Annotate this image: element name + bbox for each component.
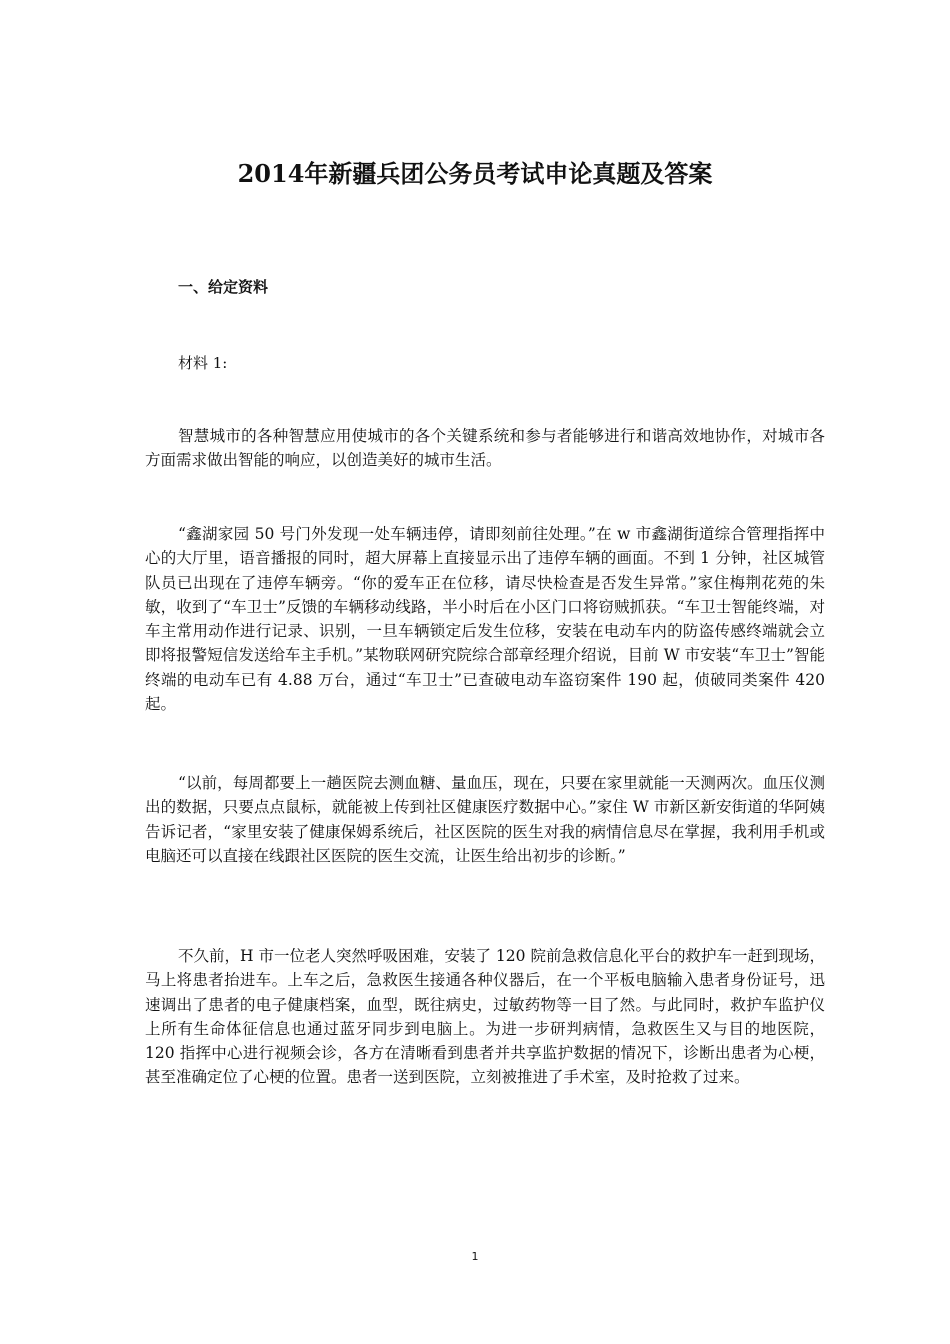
paragraph-health-nanny: “以前，每周都要上一趟医院去测血糖、量血压，现在，只要在家里就能一天测两次。血压仪测出的数据，只要点点鼠标，就能被上传到社区健康医疗数据中心。”家住 W 市新区新安街道的华阿姨告诉记者，“家里安装了健康保姆系统后，社区医院的医生对我的病情信息尽在掌握，我利用手机或电脑还可以直接在线跟社区医院的医生交流，让医生给出初步的诊断。”: [145, 774, 825, 865]
paragraph-intro: 智慧城市的各种智慧应用使城市的各个关键系统和参与者能够进行和谐高效地协作，对城市各方面需求做出智能的响应，以创造美好的城市生活。: [145, 427, 825, 470]
paragraph-emergency: 不久前，H 市一位老人突然呼吸困难，安装了 120 院前急救信息化平台的救护车一赶到现场，马上将患者抬进车。上车之后，急救医生接通各种仪器后，在一个平板电脑输入患者身份证号，迅速调出了患者的电子健康档案，血型，既往病史，过敏药物等一目了然。与此同时，救护车监护仪上所有生命体征信息也通过蓝牙同步到电脑上。为进一步研判病情，急救医生又与目的地医院，120 指挥中心进行视频会诊，各方在清晰看到患者并共享监护数据的情况下，诊断出患者为心梗，甚至准确定位了心梗的位置。患者一送到医院，立刻被推进了手术室，及时抢救了过来。: [145, 947, 825, 1087]
material-label: 材料 1:: [178, 354, 228, 372]
page-title: 2014年新疆兵团公务员考试申论真题及答案: [237, 159, 713, 188]
section-heading: 一、给定资料: [178, 278, 269, 296]
page-number: 1: [471, 1250, 479, 1263]
paragraph-car-guard: “鑫湖家园 50 号门外发现一处车辆违停，请即刻前往处理。”在 w 市鑫湖街道综合管理指挥中心的大厅里，语音播报的同时，超大屏幕上直接显示出了违停车辆的画面。不到 1 分钟，社区城管队员已出现在了违停车辆旁。“你的爱车正在位移，请尽快检查是否发生异常。”家住梅荆花苑的朱敏，收到了“车卫士”反馈的车辆移动线路，半小时后在小区门口将窃贼抓获。“车卫士智能终端，对车主常用动作进行记录、识别，一旦车辆锁定后发生位移，安装在电动车内的防盗传感终端就会立即将报警短信发送给车主手机。”某物联网研究院综合部章经理介绍说，目前 W 市安装“车卫士”智能终端的电动车已有 4.88 万台，通过“车卫士”已查破电动车盗窃案件 190 起，侦破同类案件 420 起。: [145, 525, 825, 714]
